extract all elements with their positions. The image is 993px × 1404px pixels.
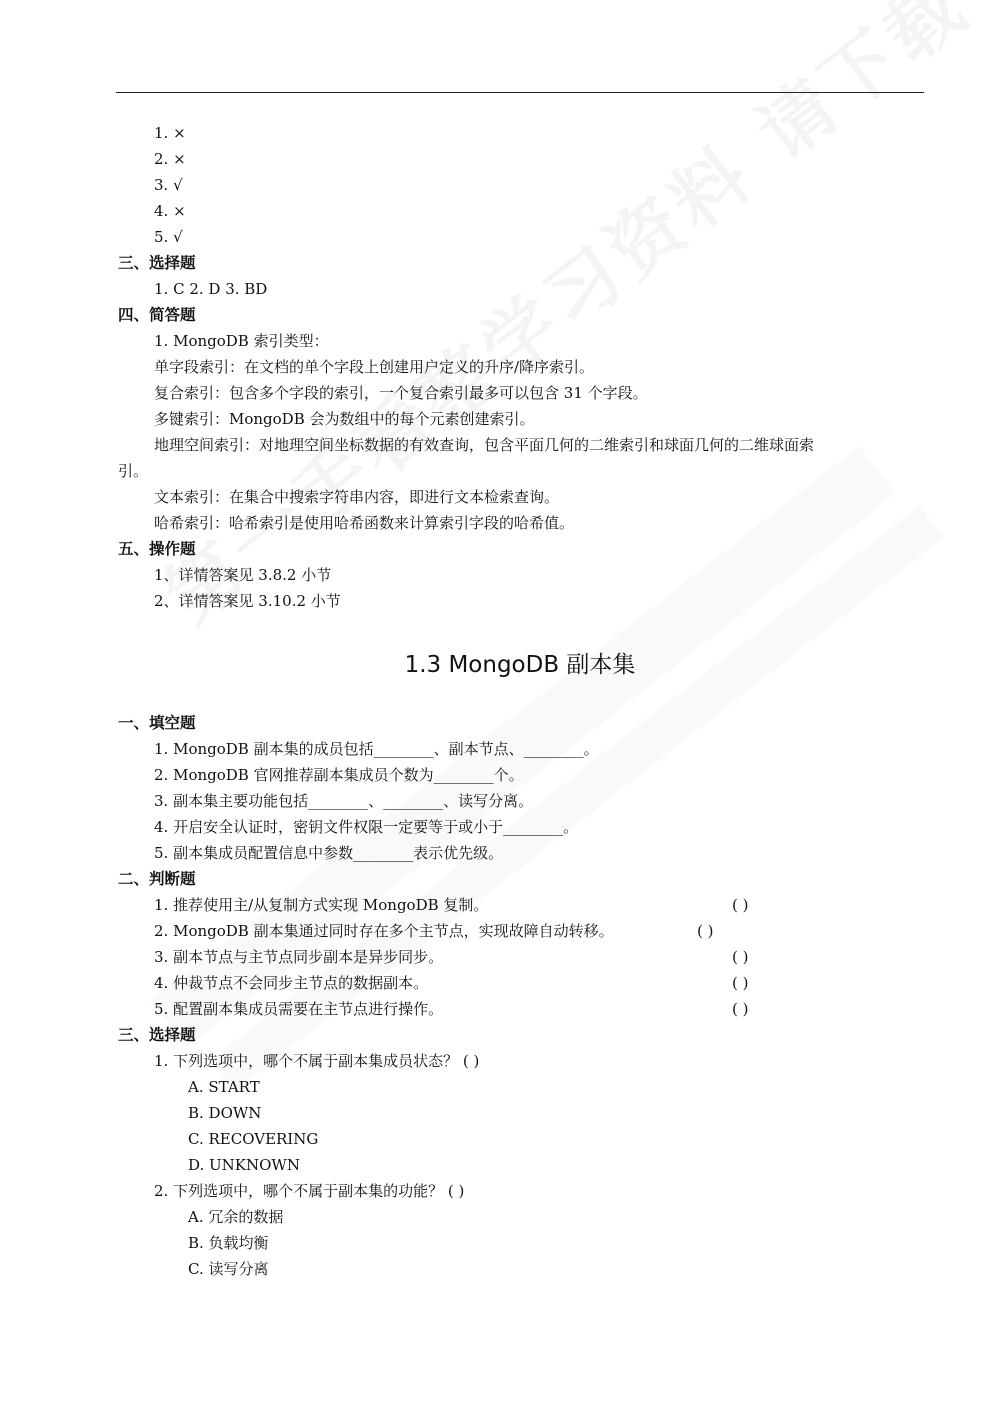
tf-answer: 4. × <box>154 202 186 220</box>
true-false-question: 5. 配置副本集成员需要在主节点进行操作。 <box>154 1000 444 1018</box>
short-answer-line: 引。 <box>118 462 149 480</box>
section-heading: 五、操作题 <box>118 540 196 558</box>
short-answer-line: 单字段索引：在文档的单个字段上创建用户定义的升序/降序索引。 <box>154 358 595 376</box>
short-answer-line: 多键索引：MongoDB 会为数组中的每个元素创建索引。 <box>154 410 535 428</box>
fill-blank-question: 2. MongoDB 官网推荐副本集成员个数为________个。 <box>154 766 524 784</box>
header-rule <box>116 92 924 93</box>
section-heading: 三、选择题 <box>118 254 196 272</box>
tf-answer: 1. × <box>154 124 186 142</box>
answer-paren: ( ) <box>697 922 714 940</box>
section-heading: 三、选择题 <box>118 1026 196 1044</box>
true-false-question: 2. MongoDB 副本集通过同时存在多个主节点，实现故障自动转移。 <box>154 922 614 940</box>
fill-blank-question: 5. 副本集成员配置信息中参数________表示优先级。 <box>154 844 504 862</box>
fill-blank-question: 4. 开启安全认证时，密钥文件权限一定要等于或小于________。 <box>154 818 579 836</box>
section-heading: 二、判断题 <box>118 870 196 888</box>
short-answer-line: 文本索引：在集合中搜索字符串内容，即进行文本检索查询。 <box>154 488 560 506</box>
true-false-question: 4. 仲裁节点不会同步主节点的数据副本。 <box>154 974 429 992</box>
choice-option: B. DOWN <box>188 1104 262 1122</box>
tf-answer: 2. × <box>154 150 186 168</box>
fill-blank-question: 1. MongoDB 副本集的成员包括________、副本节点、________。 <box>154 740 599 758</box>
choice-question: 1. 下列选项中，哪个不属于副本集成员状态？ ( ) <box>154 1052 480 1070</box>
choice-option: D. UNKNOWN <box>188 1156 300 1174</box>
operation-answer: 1、详情答案见 3.8.2 小节 <box>154 566 332 584</box>
tf-answer: 3. √ <box>154 176 183 194</box>
short-answer-line: 地理空间索引：对地理空间坐标数据的有效查询，包含平面几何的二维索引和球面几何的二维球面索 <box>154 436 815 454</box>
section-heading: 一、填空题 <box>118 714 196 732</box>
section-heading: 四、简答题 <box>118 306 196 324</box>
answer-paren: ( ) <box>732 896 749 914</box>
choice-option: A. 冗余的数据 <box>188 1208 284 1226</box>
operation-answer: 2、详情答案见 3.10.2 小节 <box>154 592 341 610</box>
answer-paren: ( ) <box>732 1000 749 1018</box>
true-false-question: 3. 副本节点与主节点同步副本是异步同步。 <box>154 948 444 966</box>
choice-option: A. START <box>188 1078 260 1096</box>
choice-option: C. 读写分离 <box>188 1260 269 1278</box>
short-answer-line: 复合索引：包含多个字段的索引，一个复合索引最多可以包含 31 个字段。 <box>154 384 648 402</box>
short-answer-line: 哈希索引：哈希索引是使用哈希函数来计算索引字段的哈希值。 <box>154 514 575 532</box>
choice-option: C. RECOVERING <box>188 1130 319 1148</box>
choice-option: B. 负载均衡 <box>188 1234 269 1252</box>
choice-question: 2. 下列选项中，哪个不属于副本集的功能？ ( ) <box>154 1182 465 1200</box>
fill-blank-question: 3. 副本集主要功能包括________、________、读写分离。 <box>154 792 534 810</box>
answer-paren: ( ) <box>732 948 749 966</box>
answer-paren: ( ) <box>732 974 749 992</box>
chapter-title: 1.3 MongoDB 副本集 <box>404 652 636 678</box>
tf-answer: 5. √ <box>154 228 183 246</box>
choice-answers: 1. C 2. D 3. BD <box>154 280 268 298</box>
short-answer-line: 1. MongoDB 索引类型： <box>154 332 329 350</box>
true-false-question: 1. 推荐使用主/从复制方式实现 MongoDB 复制。 <box>154 896 489 914</box>
